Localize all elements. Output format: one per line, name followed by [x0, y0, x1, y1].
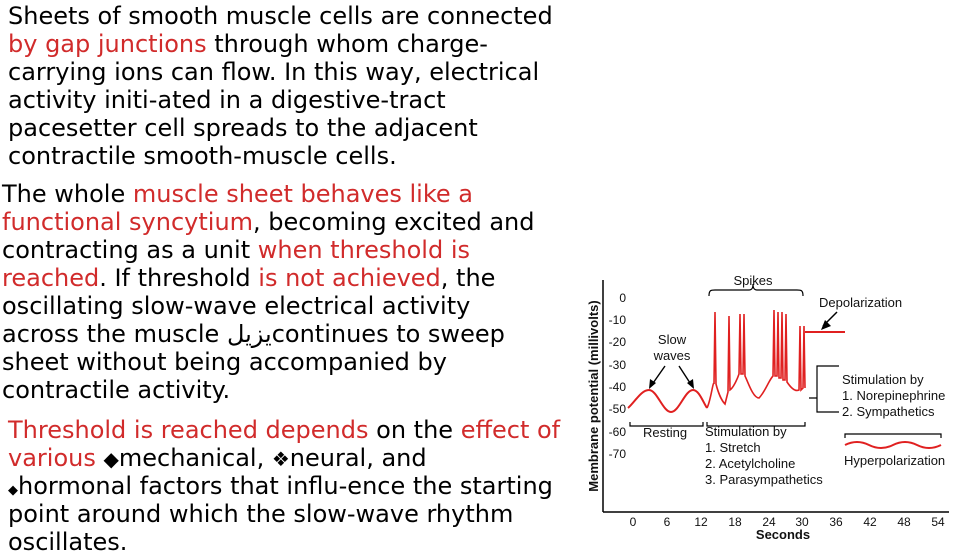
para2-line-6: [2, 320, 505, 348]
resting-bracket: [630, 422, 703, 426]
para2-line-2: [2, 208, 534, 236]
four-diamond-bullet-icon: ❖: [271, 447, 290, 471]
para1-line-6-text: contractile smooth-muscle cells.: [8, 142, 397, 170]
para3-line-1-text: on the: [368, 416, 461, 444]
stim-ach-item-1: 1. Stretch: [705, 440, 761, 455]
para1-line-5-text: pacesetter cell spreads to the adjacent: [8, 114, 478, 142]
membrane-trace-hyperpolarized: [845, 442, 941, 448]
para3-line-1-highlight-2: effect of: [460, 416, 561, 444]
y-tick-minus50: -50: [608, 402, 626, 416]
para2-line-6-text-1: across the muscle: [2, 320, 227, 348]
waves-label: waves: [653, 348, 691, 363]
stim-nor-item-1: 1. Norepinephrine: [842, 388, 946, 403]
hyperpolarization-label: Hyperpolarization: [844, 453, 946, 468]
x-tick-18: 18: [728, 515, 742, 529]
para2-line-1-text: The whole: [2, 180, 133, 208]
y-tick-minus10: -10: [608, 313, 626, 327]
x-tick-54: 54: [931, 515, 945, 529]
x-tick-48: 48: [897, 515, 911, 529]
y-tick-minus20: -20: [608, 335, 626, 349]
para2-line-4-highlight-1: reached: [2, 264, 100, 292]
para3-line-4: [8, 500, 513, 528]
para1-line-6: [8, 142, 397, 170]
para3-line-5: [8, 528, 127, 556]
para3-line-5-text: oscillates.: [8, 528, 128, 556]
x-tick-36: 36: [829, 515, 843, 529]
para2-line-8-text: contractile activity.: [2, 376, 231, 404]
diamond-bullet-icon: ◆: [103, 447, 119, 471]
y-tick-minus40: -40: [608, 380, 626, 394]
para3-line-2-highlight: various: [8, 444, 104, 472]
y-tick-minus30: -30: [608, 358, 626, 372]
para2-line-4: [2, 264, 495, 292]
para2-line-6-arabic: يزيل: [226, 320, 272, 348]
slow-wave-diagram: [583, 262, 960, 540]
para2-line-4-highlight-2: is not achieved: [258, 264, 441, 292]
x-tick-42: 42: [863, 515, 877, 529]
y-tick-minus70: -70: [608, 447, 626, 461]
x-axis-title: Seconds: [755, 527, 811, 540]
para1-line-3-text: carrying ions can flow. In this way, electrical: [8, 58, 540, 86]
para3-line-1: [8, 416, 560, 444]
para3-line-3-text: hormonal factors that influ-ence the starting: [18, 472, 553, 500]
stim-ach-item-3: 3. Parasympathetics: [705, 472, 823, 487]
para3-line-2-text-2: neural, and: [289, 444, 427, 472]
para2-line-7: [2, 348, 447, 376]
slow-label: Slow: [657, 332, 687, 347]
para1-line-1-text: Sheets of smooth muscle cells are connected: [8, 2, 553, 30]
para1-line-1: [8, 2, 553, 30]
para1-line-5: [8, 114, 478, 142]
membrane-trace-spikes: [707, 310, 805, 408]
small-diamond-bullet-icon: ◆: [8, 483, 18, 498]
para1-line-2-highlight: by gap junctions: [8, 30, 207, 58]
para2-line-3: [2, 236, 470, 264]
stim-ach-item-2: 2. Acetylcholine: [705, 456, 796, 471]
x-tick-6: 6: [663, 515, 671, 529]
para2-line-5: [2, 292, 470, 320]
para2-line-7-text: sheet without being accompanied by: [2, 348, 447, 376]
x-tick-12: 12: [694, 515, 708, 529]
para3-line-2-text-1: mechanical,: [118, 444, 272, 472]
para2-line-1: [2, 180, 473, 208]
para2-line-3-text: contracting as a unit: [2, 236, 258, 264]
para3-line-4-text: point around which the slow-wave rhythm: [8, 500, 514, 528]
para2-line-4-text-1: . If threshold: [99, 264, 259, 292]
y-axis-title: Membrane potential (millivolts): [586, 300, 601, 492]
stim-nor-bracket: [809, 366, 839, 412]
depolarization-arrowhead: [821, 320, 831, 330]
para3-line-1-highlight-1: Threshold is reached depends: [8, 416, 369, 444]
para2-line-8: [2, 376, 230, 404]
para1-line-3: [8, 58, 539, 86]
y-tick-minus60: -60: [608, 425, 626, 439]
para1-line-4-text: activity initi-ated in a digestive-tract: [8, 86, 446, 114]
resting-label: Resting: [643, 425, 688, 440]
depolarization-label: Depolarization: [819, 295, 903, 310]
y-tick-0: 0: [619, 291, 626, 305]
stim-nor-title: Stimulation by: [842, 372, 924, 387]
para1-line-4: [8, 86, 446, 114]
para2-line-3-highlight: when threshold is: [257, 236, 471, 264]
para2-line-2-text: , becoming excited and: [253, 208, 535, 236]
para2-line-5-text: oscillating slow-wave electrical activity: [2, 292, 471, 320]
x-tick-24: 24: [762, 515, 776, 529]
hyperpolarization-bracket: [845, 434, 941, 438]
para2-line-2-highlight: functional syncytium: [2, 208, 254, 236]
membrane-trace-resting: [628, 390, 707, 412]
para1-line-2: [8, 30, 488, 58]
para2-line-6-text-2: continues to sweep: [271, 320, 505, 348]
spikes-label: Spikes: [733, 273, 773, 288]
para1-line-2-text: through whom charge-: [206, 30, 488, 58]
para2-line-1-highlight: muscle sheet behaves like a: [132, 180, 473, 208]
para2-line-4-text-2: , the: [440, 264, 496, 292]
stim-nor-item-2: 2. Sympathetics: [842, 404, 935, 419]
stim-ach-title: Stimulation by: [705, 424, 787, 439]
x-tick-0: 0: [629, 515, 637, 529]
x-tick-30: 30: [795, 515, 809, 529]
para3-line-2: [8, 444, 427, 473]
